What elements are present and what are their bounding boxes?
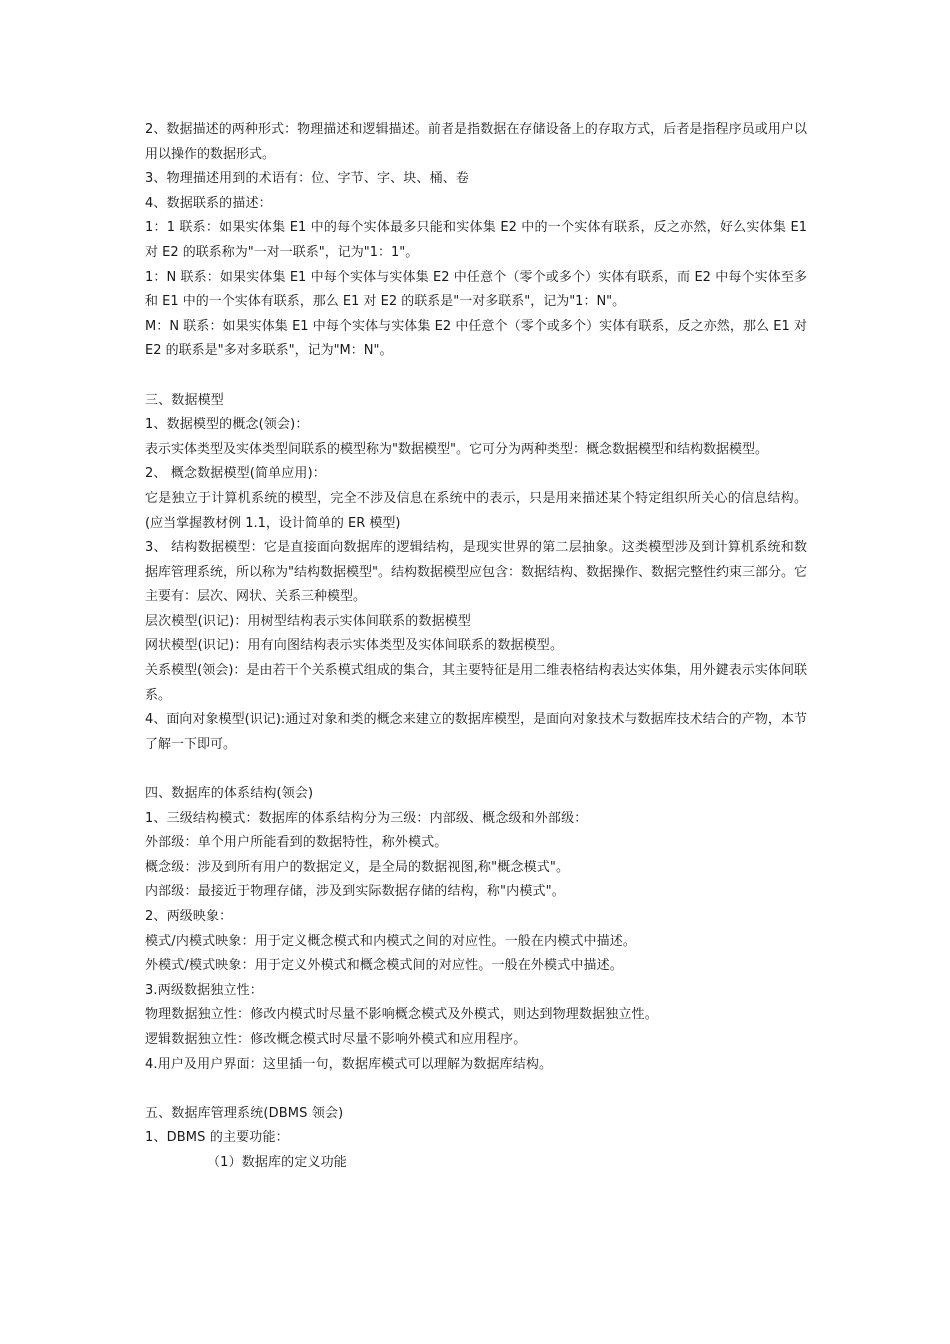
- data-independence-heading: 3.两级数据独立性：: [145, 982, 263, 998]
- section-five-heading: 五、数据库管理系统(DBMS 领会): [145, 1105, 344, 1121]
- section-four-heading: 四、数据库的体系结构(领会): [145, 786, 314, 802]
- physical-terms: 3、物理描述用到的术语有：位、字节、字、块、桶、卷: [145, 171, 470, 187]
- one-to-one-relationship: 1：1 联系：如果实体集 E1 中的每个实体最多只能和实体集 E2 中的一个实体有联系，反之亦然，好么实体集 E1 对 E2 的联系称为"一对一联系"，记为"1：1"。: [145, 220, 807, 260]
- structural-model-paragraph: 3、 结构数据模型：它是直接面向数据库的逻辑结构，是现实世界的第二层抽象。这类模型涉及到计算机系统和数据库管理系统，所以称为"结构数据模型"。结构数据模型应包含：数据结构、数据操作、数据完整性约束三部分。它主要有：层次、网状、关系三种模型。: [145, 540, 807, 605]
- conceptual-model-body: 它是独立于计算机系统的模型，完全不涉及信息在系统中的表示，只是用来描述某个特定组织所关心的信息结构。(应当掌握教材例 1.1，设计简单的 ER 模型): [145, 490, 807, 531]
- internal-level: 内部级：最接近于物理存储，涉及到实际数据存储的结构，称"内模式"。: [145, 884, 565, 900]
- document-page: [145, 118, 807, 1176]
- hierarchical-model: 层次模型(识记)：用树型结构表示实体间联系的数据模型: [145, 613, 472, 629]
- conceptual-level: 概念级：涉及到所有用户的数据定义，是全局的数据视图,称"概念模式"。: [145, 859, 570, 875]
- external-schema-mapping: 外模式/模式映象：用于定义外模式和概念模式间的对应性。一般在外模式中描述。: [145, 958, 623, 974]
- data-model-concept-heading: 1、数据模型的概念(领会)：: [145, 417, 309, 433]
- two-level-mapping-heading: 2、两级映象：: [145, 909, 233, 924]
- object-oriented-model: 4、面向对象模型(识记):通过对象和类的概念来建立的数据库模型，是面向对象技术与数据库技术结合的产物，本节了解一下即可。: [145, 712, 807, 752]
- physical-independence: 物理数据独立性：修改内模式时尽量不影响概念模式及外模式，则达到物理数据独立性。: [145, 1007, 658, 1023]
- blank-line: [145, 364, 807, 389]
- blank-line: [145, 757, 807, 782]
- definition-function-item: （1）数据库的定义功能: [207, 1154, 347, 1170]
- section-three-heading: 三、数据模型: [145, 392, 224, 408]
- schema-internal-mapping: 模式/内模式映象：用于定义概念模式和内模式之间的对应性。一般在内模式中描述。: [145, 933, 637, 949]
- logical-independence: 逻辑数据独立性：修改概念模式时尽量不影响外模式和应用程序。: [145, 1031, 527, 1047]
- many-to-many-relationship: M：N 联系：如果实体集 E1 中每个实体与实体集 E2 中任意个（零个或多个）实体有联系，反之亦然，那么 E1 对 E2 的联系是"多对多联系"，记为"M：N"。: [145, 318, 807, 359]
- network-model: 网状模型(识记)：用有向图结构表示实体类型及实体间联系的数据模型。: [145, 638, 564, 654]
- external-level: 外部级：单个用户所能看到的数据特性，称外模式。: [145, 835, 448, 851]
- user-interface-note: 4.用户及用户界面：这里插一句，数据库模式可以理解为数据库结构。: [145, 1056, 553, 1072]
- conceptual-model-heading: 2、 概念数据模型(简单应用)：: [145, 466, 326, 482]
- data-model-concept-body: 表示实体类型及实体类型间联系的模型称为"数据模型"。它可分为两种类型：概念数据模型和结构数据模型。: [145, 441, 768, 457]
- one-to-many-relationship: 1：N 联系：如果实体集 E1 中每个实体与实体集 E2 中任意个（零个或多个）实体有联系，而 E2 中每个实体至多和 E1 中的一个实体有联系，那么 E1 对 E2 的联系是"一对多联系"，记为"1：N"。: [145, 269, 807, 310]
- three-level-schema: 1、三级结构模式：数据库的体系结构分为三级：内部级、概念级和外部级：: [145, 810, 588, 826]
- blank-line: [145, 1077, 807, 1102]
- data-description-forms: 2、数据描述的两种形式：物理描述和逻辑描述。前者是指数据在存储设备上的存取方式，后者是指程序员或用户以用以操作的数据形式。: [145, 122, 807, 162]
- dbms-functions-heading: 1、DBMS 的主要功能：: [145, 1130, 289, 1146]
- relational-model: 关系模型(领会)：是由若干个关系模式组成的集合，其主要特征是用二维表格结构表达实体集，用外鍵表示实体间联系。: [145, 663, 807, 703]
- relationship-description-heading: 4、数据联系的描述：: [145, 195, 272, 211]
